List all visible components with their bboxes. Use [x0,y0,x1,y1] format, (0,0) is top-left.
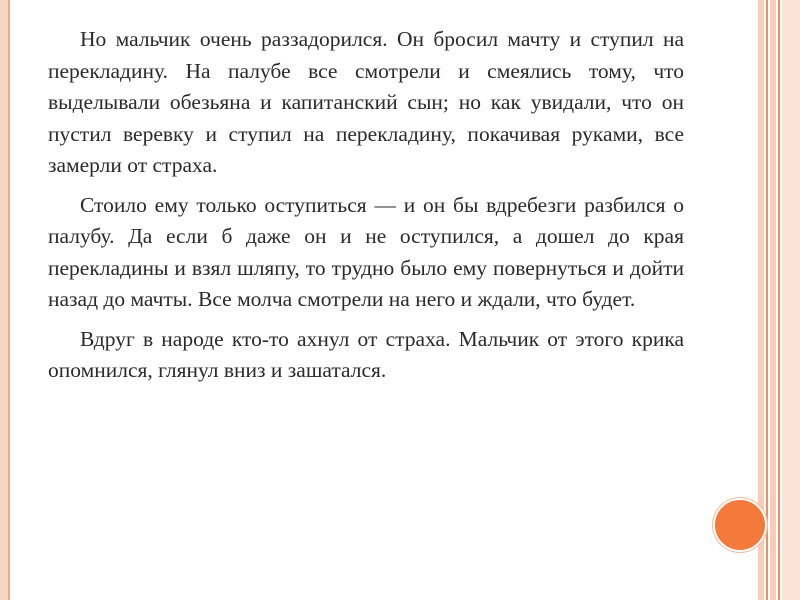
stripe [770,0,776,600]
stripe [778,0,780,600]
decorative-circle-icon [713,498,767,552]
left-decorative-line [8,0,10,600]
left-decorative-band [0,0,8,600]
paragraph-2: Стоило ему только оступиться — и он бы вдребезги разбился о палубу. Да если б даже он и не оступился, а дошел до края перекладины и взял шляпу, то трудно было ему повернуться и дойти назад до мачты. Все молча смотрели на него и ждали, что будет. [48,192,684,311]
body-text [48,24,684,395]
right-decorative-stripes [758,0,800,600]
paragraph-3: Вдруг в народе кто-то ахнул от страха. Мальчик от этого крика опомнился, глянул вниз и зашатался. [48,326,684,382]
stripe [782,0,800,600]
paragraph-1: Но мальчик очень раззадорился. Он бросил мачту и ступил на перекладину. На палубе все смотрели и смеялись тому, что выделывали обезьяна и капитанский сын; но как увидали, что он пустил веревку и ступил на перекладину, покачивая руками, все замерли от страха. [48,27,684,177]
stripe [766,0,768,600]
